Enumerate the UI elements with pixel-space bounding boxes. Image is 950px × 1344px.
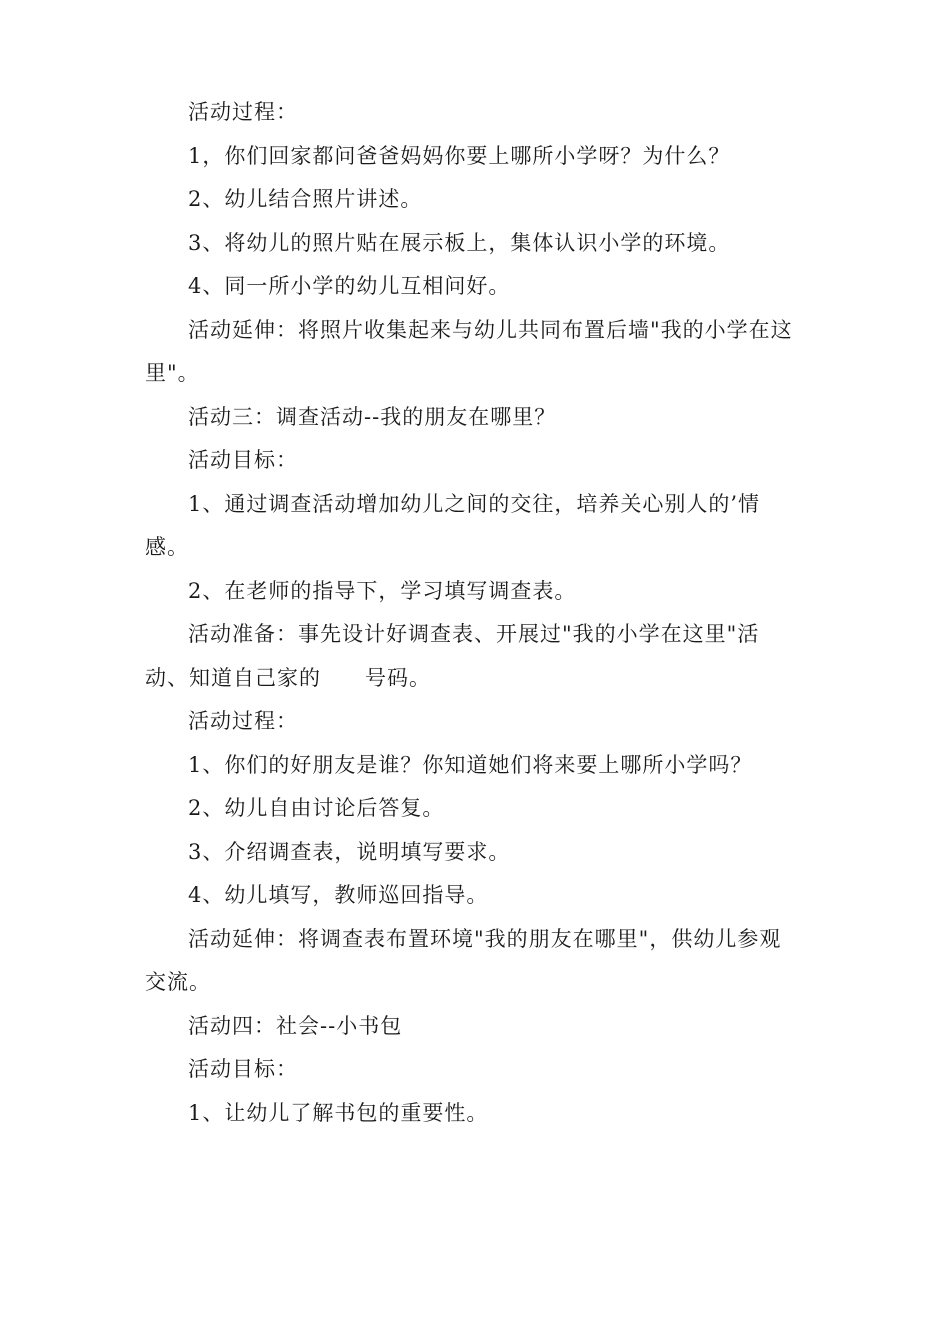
- goal-item-1: 1、让幼儿了解书包的重要性。: [188, 1101, 489, 1125]
- process-step-4: 4、同一所小学的幼儿互相问好。: [188, 274, 511, 298]
- extension-paragraph-continued: 交流。: [145, 970, 211, 994]
- goal-item-2: 2、在老师的指导下，学习填写调查表。: [188, 579, 577, 603]
- process-step-2: 2、幼儿结合照片讲述。: [188, 187, 423, 211]
- section-heading-goals: 活动目标：: [188, 1057, 298, 1081]
- section-heading-process: 活动过程：: [188, 709, 298, 733]
- process-step-2: 2、幼儿自由讨论后答复。: [188, 796, 445, 820]
- activity-three-title: 活动三：调查活动--我的朋友在哪里？: [188, 405, 557, 429]
- goal-item-1-continued: 感。: [145, 535, 189, 559]
- section-heading-process: 活动过程：: [188, 100, 298, 124]
- process-step-1: 1，你们回家都问爸爸妈妈你要上哪所小学呀？为什么？: [188, 144, 731, 168]
- process-step-4: 4、幼儿填写，教师巡回指导。: [188, 883, 489, 907]
- activity-four-title: 活动四：社会--小书包: [188, 1014, 403, 1038]
- extension-paragraph-continued: 里"。: [145, 361, 200, 385]
- process-step-3: 3、介绍调查表，说明填写要求。: [188, 840, 511, 864]
- process-step-1: 1、你们的好朋友是谁？你知道她们将来要上哪所小学吗？: [188, 753, 753, 777]
- extension-paragraph: 活动延伸：将调查表布置环境"我的朋友在哪里"，供幼儿参观: [188, 927, 782, 951]
- extension-paragraph: 活动延伸：将照片收集起来与幼儿共同布置后墙"我的小学在这: [188, 318, 793, 342]
- goal-item-1: 1、通过调查活动增加幼儿之间的交往，培养关心别人的’情: [188, 492, 761, 516]
- process-step-3: 3、将幼儿的照片贴在展示板上，集体认识小学的环境。: [188, 231, 731, 255]
- preparation-paragraph: 活动准备：事先设计好调查表、开展过"我的小学在这里"活: [188, 622, 760, 646]
- preparation-paragraph-continued: 动、知道自己家的 号码。: [145, 666, 431, 690]
- section-heading-goals: 活动目标：: [188, 448, 298, 472]
